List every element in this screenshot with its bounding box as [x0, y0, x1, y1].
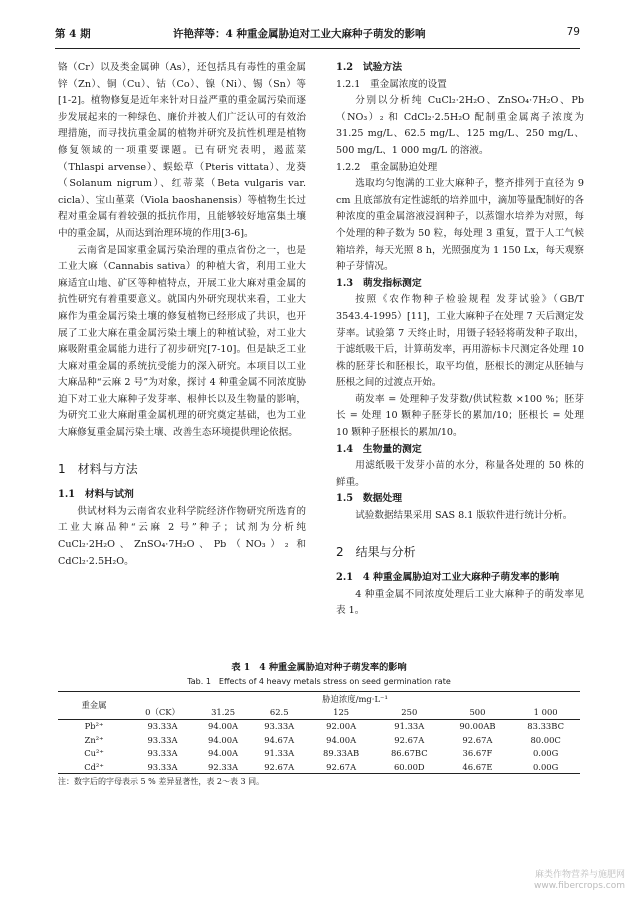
table-cell: 91.33A — [264, 748, 295, 759]
table-cell: 92.33A — [195, 760, 251, 774]
table-column-header: 250 — [375, 705, 444, 719]
table-1 — [58, 661, 580, 787]
table-cell: 94.00A — [208, 748, 239, 759]
table-metal-cell: Cd²⁺ — [58, 760, 130, 774]
table-group-header: 胁迫浓度/mg·L⁻¹ — [130, 692, 580, 706]
table-cell: 83.33BC — [527, 721, 564, 732]
table-cell: 92.67A — [251, 760, 307, 774]
table-metal-cell: Zn²⁺ — [84, 734, 104, 745]
section-1-5-body: 试验数据结果采用 SAS 8.1 版软件进行统计分析。 — [355, 510, 573, 522]
table-cell: 46.67E — [444, 760, 512, 774]
table-column-header: 125 — [307, 705, 375, 719]
right-column — [336, 60, 584, 620]
table-cell: 93.33A — [264, 721, 295, 732]
section-1-3-formula: 萌发率 = 处理种子发芽数/供试粒数 ×100 %；胚芽长 = 处理 10 颗种子胚芽长的累加/10；胚根长 = 处理 10 颗种子胚根长的累加/10。 — [336, 393, 584, 439]
watermark-url: www.fibercrops.com — [534, 881, 625, 891]
table-cell: 89.33AB — [323, 748, 360, 759]
table-metal-cell: Pb²⁺ — [84, 721, 104, 732]
table-cell: 92.67A — [307, 760, 375, 774]
table-note: 注：数字后的字母表示 5 % 差异显著性，表 2～表 3 同。 — [58, 777, 265, 787]
section-1-heading: 1 材料与方法 — [58, 461, 138, 476]
table-cell: 93.33A — [147, 734, 178, 745]
table-column-header: 31.25 — [195, 705, 251, 719]
table-row-header: 重金属 — [58, 692, 130, 720]
table-cell: 94.00A — [326, 734, 357, 745]
table-cell: 86.67BC — [390, 748, 428, 759]
section-1-2-2-body: 选取均匀饱满的工业大麻种子，整齐排列于直径为 9 cm 且底部放有定性滤纸的培养皿中，滴加等量配制好的各种浓度的重金属溶液浸润种子，以蒸馏水培养为对照，每个处理的种子数为 50 粒，每处理 3 重复，置于人工气候箱培养，每天光照 8 h，光照强度为 1 150 Lx，每天观察种子芽情况。 — [336, 178, 584, 273]
section-1-1-heading: 1.1 材料与试剂 — [58, 489, 134, 501]
intro-paragraph-1: 铬（Cr）以及类金属砷（As），还包括具有毒性的重金属锌（Zn）、铜（Cu）、钴（Co）、镍（Ni）、锡（Sn）等[1-2]。植物修复是近年来针对日益严重的重金属污染而逐步发展起来的一种绿色、廉价并被人们广泛认可的有效治理措施，而寻找抗重金属的植物并研究及抗性机理是植物修复领域的一项重要课题。已有研究表明，遏蓝菜（Thlaspi arvense）、蜈蚣草（Pteris vittata）、龙葵（Solanum nigrum）、红蒂菜（Beta vulgaris var. cicla）、宝山堇菜（Viola baoshanensis）等植物生长过程对重金属有着较强的抵抗作用，且能够较好地富集土壤中的重金属，从而达到治理环境的作用[3-6]。 — [58, 62, 306, 239]
section-1-4-heading: 1.4 生物量的测定 — [336, 443, 422, 455]
table-caption-en: Tab. 1 Effects of 4 heavy metals stress on seed germination rate — [187, 677, 451, 686]
table-caption-cn: 表 1 4 种重金属胁迫对种子萌发率的影响 — [231, 662, 407, 673]
table-column-header: 62.5 — [251, 705, 307, 719]
section-1-5-heading: 1.5 数据处理 — [336, 493, 403, 505]
table-row — [58, 719, 580, 733]
section-1-2-1-body: 分别以分析纯 CuCl₂·2H₂O、ZnSO₄·7H₂O、Pb（NO₃）₂ 和 CdCl₂·2.5H₂O 配制重金属离子浓度为 31.25 mg/L、62.5 mg/L、125 mg/L、250 mg/L、500 mg/L、1 000 mg/L 的溶液。 — [336, 95, 584, 156]
left-column — [58, 60, 306, 570]
table-cell: 92.00A — [326, 721, 357, 732]
table-cell: 93.33A — [147, 721, 178, 732]
issue-number: 第 4 期 — [55, 28, 91, 40]
table-metal-cell: Cu²⁺ — [84, 748, 104, 759]
header-rule — [55, 48, 580, 49]
table-cell: 0.00G — [532, 748, 559, 759]
section-1-2-heading: 1.2 试验方法 — [336, 62, 403, 73]
table-row — [58, 747, 580, 760]
section-2-1-heading: 2.1 4 种重金属胁迫对工业大麻种子萌发率的影响 — [336, 572, 560, 584]
section-1-3-heading: 1.3 萌发指标测定 — [336, 277, 422, 289]
section-1-3-body: 按照《农作物种子检验规程 发芽试验》（GB/T 3543.4-1995）[11]，工业大麻种子在处理 7 天后测定发芽率。试验第 7 天终止时，用镊子轻轻将萌发种子取出，于滤纸吸干后，计算萌发率，再用游标卡尺测定各处理 10 株的胚芽长和胚根长，取平均值，胚根长的测定从胚轴与胚根之间的过渡点开始。 — [336, 294, 584, 389]
table-row — [58, 733, 580, 746]
page-header — [55, 26, 580, 44]
table-column-header: 1 000 — [511, 705, 580, 719]
table-column-header: 500 — [444, 705, 512, 719]
table-cell: 91.33A — [394, 721, 425, 732]
section-2-heading: 2 结果与分析 — [336, 544, 416, 559]
table-cell: 92.67A — [462, 734, 493, 745]
table-cell: 94.00A — [208, 721, 239, 732]
table-cell: 93.33A — [147, 748, 178, 759]
table-cell: 90.00AB — [459, 721, 496, 732]
table-column-header: 0（CK） — [130, 705, 195, 719]
table-cell: 80.00C — [530, 734, 561, 745]
table-cell: 0.00G — [511, 760, 580, 774]
germination-table — [58, 691, 580, 774]
intro-paragraph-2: 云南省是国家重金属污染治理的重点省份之一，也是工业大麻（Cannabis sativa）的种植大省，利用工业大麻适宜山地、矿区等种植特点，开展工业大麻对重金属的抗性研究有着重要意义。就国内外研究现状来看，工业大麻作为重金属污染土壤的修复植物已经形成了共识，也开展了工业大麻在重金属污染土壤上的种植试验，对工业大麻吸附重金属能力进行了初步研究[7-10]。但是缺乏工业大麻对重金属的系统抗受能力的深入研究。本项目以工业大麻品种“云麻 2 号”为对象，探讨 4 种重金属不同浓度胁迫下对工业大麻种子发芽率、根伸长以及生物量的影响，为研究工业大麻耐重金属机理的研究奠定基础，也为工业大麻修复重金属污染土壤、改善生态环境提供理论依据。 — [58, 244, 306, 439]
table-row — [58, 760, 580, 774]
section-1-2-1-heading: 1.2.1 重金属浓度的设置 — [336, 78, 447, 90]
table-cell: 94.67A — [264, 734, 295, 745]
section-1-4-body: 用滤纸吸干发芽小苗的水分，称量各处理的 50 株的鲜重。 — [336, 460, 584, 488]
section-1-2-2-heading: 1.2.2 重金属胁迫处理 — [336, 161, 438, 173]
table-cell: 36.67F — [462, 748, 493, 759]
watermark-title: 麻类作物营养与施肥网 — [534, 870, 625, 880]
table-cell: 93.33A — [130, 760, 195, 774]
section-2-1-body: 4 种重金属不同浓度处理后工业大麻种子的萌发率见表 1。 — [336, 588, 584, 617]
table-cell: 60.00D — [375, 760, 444, 774]
section-1-1-body: 供试材料为云南省农业科学院经济作物研究所选育的工业大麻品种“云麻 2 号”种子；试剂为分析纯 CuCl₂·2H₂O、ZnSO₄·7H₂O、Pb（NO₃）₂ 和 CdCl₂·2.5H₂O。 — [58, 505, 306, 567]
table-cell: 94.00A — [208, 734, 239, 745]
page-number: 79 — [566, 26, 580, 38]
running-title: 许艳萍等：4 种重金属胁迫对工业大麻种子萌发的影响 — [173, 28, 426, 40]
watermark — [495, 870, 625, 892]
table-cell: 92.67A — [394, 734, 425, 745]
